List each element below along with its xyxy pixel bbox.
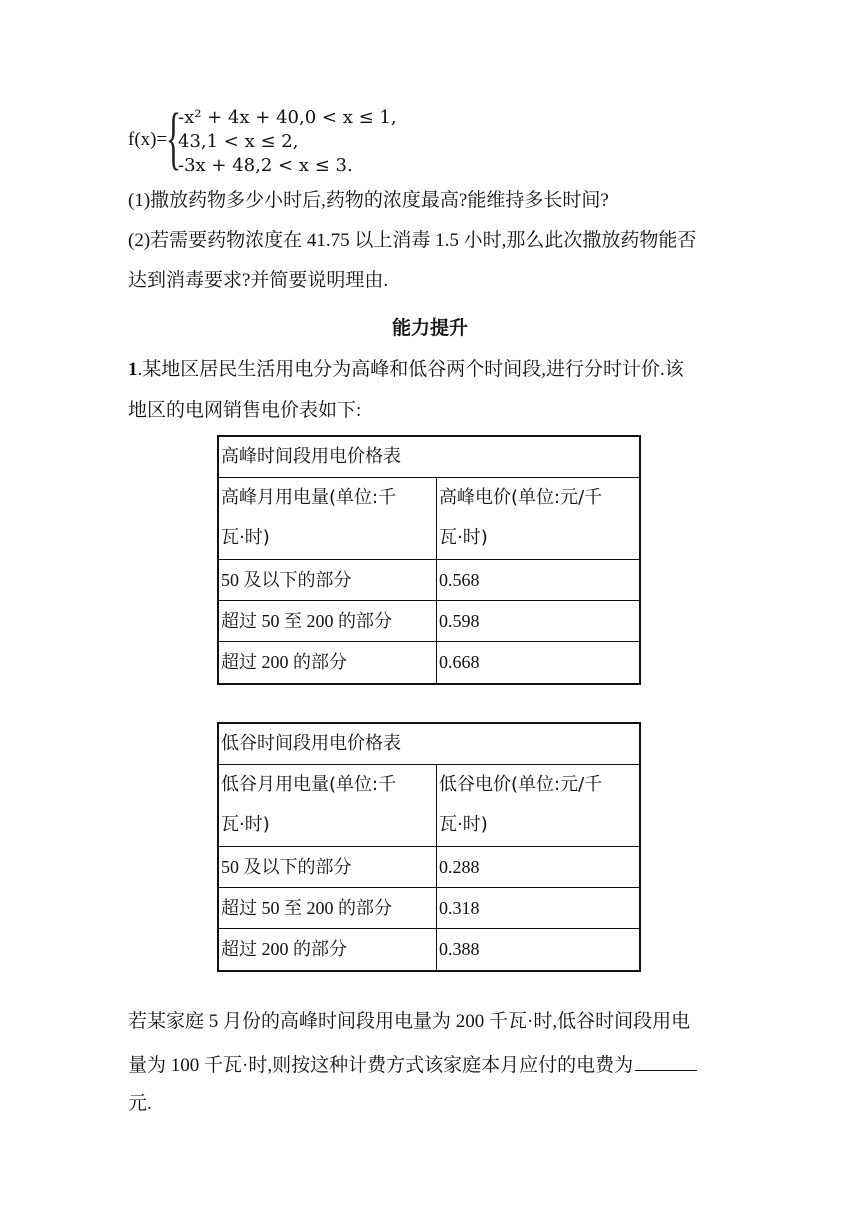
problem-1-line-1: 1.某地区居民生活用电分为高峰和低谷两个时间段,进行分时计价.该	[128, 359, 684, 380]
peak-header-quantity: 高峰月用电量(单位:千 瓦·时)	[218, 478, 437, 560]
valley-range-cell: 超过 200 的部分	[218, 929, 437, 971]
peak-range-cell: 超过 50 至 200 的部分	[218, 601, 437, 642]
section-heading: 能力提升	[391, 317, 468, 339]
peak-price-cell: 0.668	[437, 642, 641, 684]
closing-line-3: 元.	[128, 1093, 152, 1114]
valley-table-title: 低谷时间段用电价格表	[218, 723, 640, 765]
table-row	[218, 888, 640, 929]
answer-blank	[635, 1052, 697, 1071]
table-row	[218, 560, 640, 601]
peak-header-price: 高峰电价(单位:元/千 瓦·时)	[437, 478, 641, 560]
closing-line-1: 若某家庭 5 月份的高峰时间段用电量为 200 千瓦·时,低谷时间段用电	[128, 1011, 691, 1032]
closing-line-2: 量为 100 千瓦·时,则按这种计费方式该家庭本月应付的电费为	[128, 1052, 697, 1078]
peak-price-cell: 0.598	[437, 601, 641, 642]
peak-price-table	[217, 435, 641, 685]
peak-range-cell: 50 及以下的部分	[218, 560, 437, 601]
valley-price-cell: 0.288	[437, 847, 641, 888]
table-row	[218, 642, 640, 684]
function-label: f(x)=	[128, 129, 168, 150]
piecewise-case-1: -x² + 4x + 40,0 < x ≤ 1,	[178, 107, 397, 128]
valley-range-cell: 超过 50 至 200 的部分	[218, 888, 437, 929]
table-row	[218, 847, 640, 888]
peak-range-cell: 超过 200 的部分	[218, 642, 437, 684]
piecewise-brace: {	[166, 100, 182, 177]
valley-range-cell: 50 及以下的部分	[218, 847, 437, 888]
table-row	[218, 601, 640, 642]
valley-price-cell: 0.318	[437, 888, 641, 929]
valley-price-table	[217, 722, 641, 972]
problem-1-line-2: 地区的电网销售电价表如下:	[128, 400, 362, 421]
valley-header-quantity: 低谷月用电量(单位:千 瓦·时)	[218, 765, 437, 847]
question-1: (1)撒放药物多少小时后,药物的浓度最高?能维持多长时间?	[128, 190, 609, 211]
peak-table-title: 高峰时间段用电价格表	[218, 436, 640, 478]
piecewise-case-3: -3x + 48,2 < x ≤ 3.	[178, 155, 353, 176]
valley-header-price: 低谷电价(单位:元/千 瓦·时)	[437, 765, 641, 847]
table-row	[218, 929, 640, 971]
peak-price-cell: 0.568	[437, 560, 641, 601]
question-2-line-2: 达到消毒要求?并简要说明理由.	[128, 270, 389, 291]
question-2-line-1: (2)若需要药物浓度在 41.75 以上消毒 1.5 小时,那么此次撒放药物能否	[128, 230, 697, 251]
problem-number: 1	[128, 359, 138, 380]
piecewise-case-2: 43,1 < x ≤ 2,	[178, 131, 299, 152]
valley-price-cell: 0.388	[437, 929, 641, 971]
